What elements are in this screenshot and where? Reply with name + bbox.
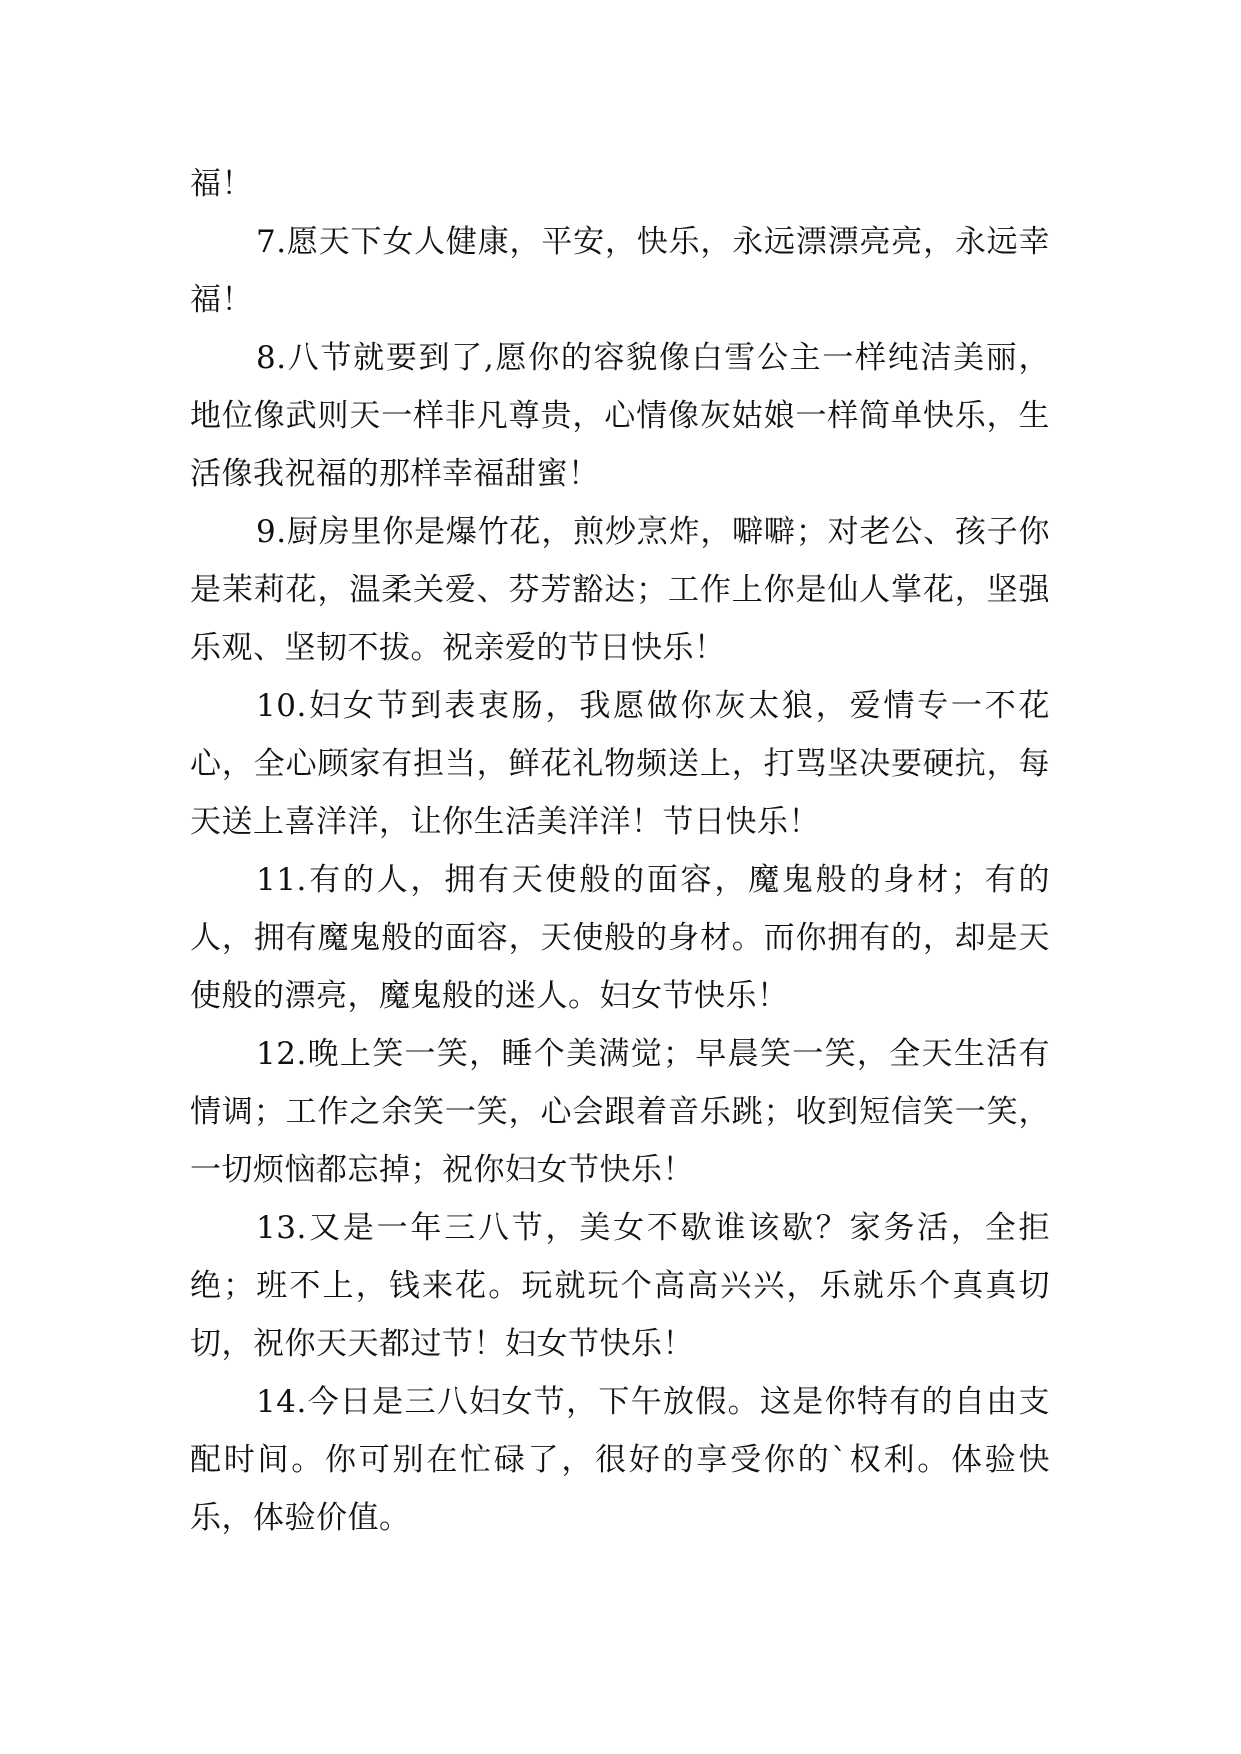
paragraph-item-11: 11.有的人，拥有天使般的面容，魔鬼般的身材；有的人，拥有魔鬼般的面容，天使般的身材。而你拥有的，却是天使般的漂亮，魔鬼般的迷人。妇女节快乐！ [190,862,1050,1014]
paragraph-item-12: 12.晚上笑一笑，睡个美满觉；早晨笑一笑，全天生活有情调；工作之余笑一笑，心会跟着音乐跳；收到短信笑一笑，一切烦恼都忘掉；祝你妇女节快乐！ [190,1036,1050,1188]
paragraph-item-9: 9.厨房里你是爆竹花，煎炒烹炸，噼噼；对老公、孩子你是茉莉花，温柔关爱、芬芳豁达；工作上你是仙人掌花，坚强乐观、坚韧不拔。祝亲爱的节日快乐！ [190,514,1050,666]
paragraph-item-13: 13.又是一年三八节，美女不歇谁该歇？家务活，全拒绝；班不上，钱来花。玩就玩个高高兴兴，乐就乐个真真切切，祝你天天都过节！妇女节快乐！ [190,1210,1050,1362]
paragraph-item-14: 14.今日是三八妇女节，下午放假。这是你特有的自由支配时间。你可别在忙碌了，很好的享受你的`权利。体验快乐，体验价值。 [190,1384,1050,1536]
document-body [190,155,1050,1547]
paragraph-continuation: 福！ [190,166,253,202]
paragraph-item-10: 10.妇女节到表衷肠，我愿做你灰太狼，爱情专一不花心，全心顾家有担当，鲜花礼物频送上，打骂坚决要硬抗，每天送上喜洋洋，让你生活美洋洋！节日快乐！ [190,688,1050,840]
paragraph-item-7: 7.愿天下女人健康，平安，快乐，永远漂漂亮亮，永远幸福！ [190,224,1050,318]
paragraph-item-8: 8.八节就要到了,愿你的容貌像白雪公主一样纯洁美丽，地位像武则天一样非凡尊贵，心情像灰姑娘一样简单快乐，生活像我祝福的那样幸福甜蜜！ [190,340,1050,492]
